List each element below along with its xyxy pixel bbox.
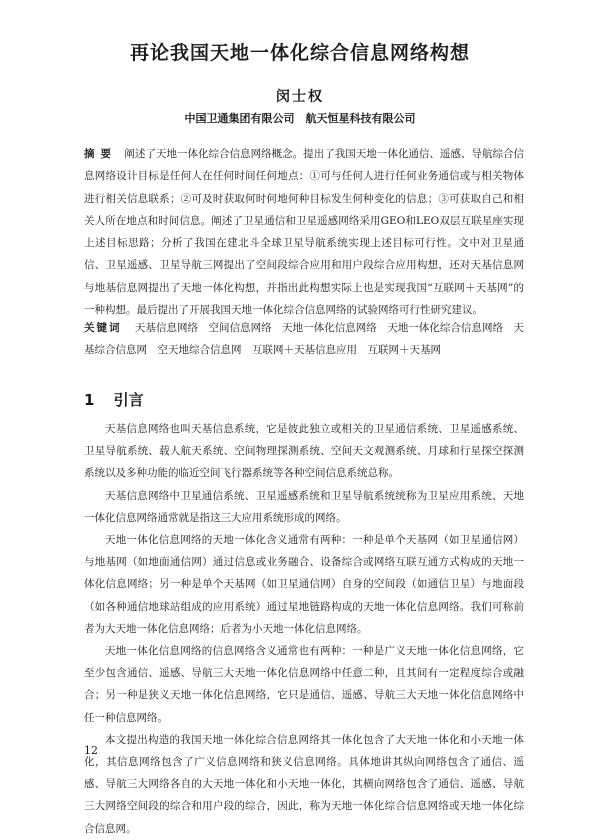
affiliation: 中国卫通集团有限公司 航天恒星科技有限公司: [184, 112, 416, 125]
paragraph: 天基信息网络中卫星通信系统、卫星遥感系统和卫星导航系统统称为卫星应用系统、天地一体化信息网络通常就是指这三大应用系统形成的网络。: [84, 489, 524, 524]
section-number: 1: [84, 391, 95, 409]
abstract-text: 阐述了天地一体化综合信息网络概念。提出了我国天地一体化通信、遥感、导航综合信息网络设计目标是任何人在任何时间任何地点：①可与任何人进行任何业务通信或与相关物体进行相关信息联系；②可及时获取何时何地何种目标发生何种变化的信息；③可获取自己和相关人所在地点和时间信息。阐述了卫星通信和卫星遥感网络采用GEO和LEO双层互联星座实现上述目标思路；分析了我国在建北斗全球卫星导航系统实现上述目标可行性。文中对卫星通信、卫星遥感、卫星导航三网提出了空间段综合应用和用户段综合应用构想，还对天基信息网与地基信息网提出了天地一体化构想，并指出此构想实际上也是实现我国“互联网＋天基网”的一种构想。最后提出了开展我国天地一体化综合信息网络的试验网络可行性研究建议。: [84, 148, 525, 317]
paragraph: 天地一体化信息网络的天地一体化含义通常有两种：一种是单个天基网（如卫星通信网）与地基网（如地面通信网）通过信息或业务融合、设备综合或网络互联互通方式构成的天地一体化信息网络；另一种是单个天基网（如卫星通信网）自身的空间段（如通信卫星）与地面段（如各种通信地球站组成的应用系统）通过星地链路构成的天地一体化信息网络。我们可称前者为大天地一体化信息网络；后者为小天地一体化信息网络。: [84, 534, 524, 635]
section-title: 引言: [113, 391, 144, 409]
body-text: [84, 418, 524, 840]
page-number: 12: [84, 744, 98, 757]
abstract: [84, 143, 524, 321]
paragraph: 天地一体化信息网络的信息网络含义通常也有两种：一种是广义天地一体化信息网络，它至少包含通信、遥感、导航三大天地一体化信息网络中任意二种，且其间有一定程度综合或融合；另一种是狭义天地一体化信息网络，它只是通信、遥感、导航三大天地一体化信息网络中任一种信息网络。: [84, 645, 524, 724]
paper-title: 再论我国天地一体化综合信息网络构想: [129, 42, 470, 64]
keywords-text: 天基信息网络 空间信息网络 天地一体化信息网络 天地一体化综合信息网络 天基综合信息网 空天地综合信息网 互联网＋天基信息应用 互联网＋天基网: [84, 322, 525, 356]
section-heading: [84, 389, 144, 410]
keywords: [84, 317, 524, 361]
abstract-label: 摘要: [84, 148, 118, 160]
paragraph: 天基信息网络也叫天基信息系统，它是彼此独立或相关的卫星通信系统、卫星遥感系统、卫星导航系统、载人航天系统、空间物理探测系统、空间天文观测系统、月球和行星探空探测系统以及多种功能的临近空间飞行器系统等各种空间信息系统总称。: [84, 423, 524, 480]
paragraph: 本文提出构造的我国天地一体化综合信息网络其一体化包含了大天地一体化和小天地一体化，其信息网络包含了广义信息网络和狭义信息网络。具体地讲其纵向网络包含了通信、遥感、导航三大网络各自的大天地一体化和小天地一体化，其横向网络包含了通信、遥感、导航三大网络空间段的综合和用户段的综合，因此，称为天地一体化综合信息网络或天地一体化综合信息网。: [84, 733, 524, 835]
author-name: 闵士权: [276, 89, 324, 105]
keywords-label: 关键词: [84, 322, 122, 334]
